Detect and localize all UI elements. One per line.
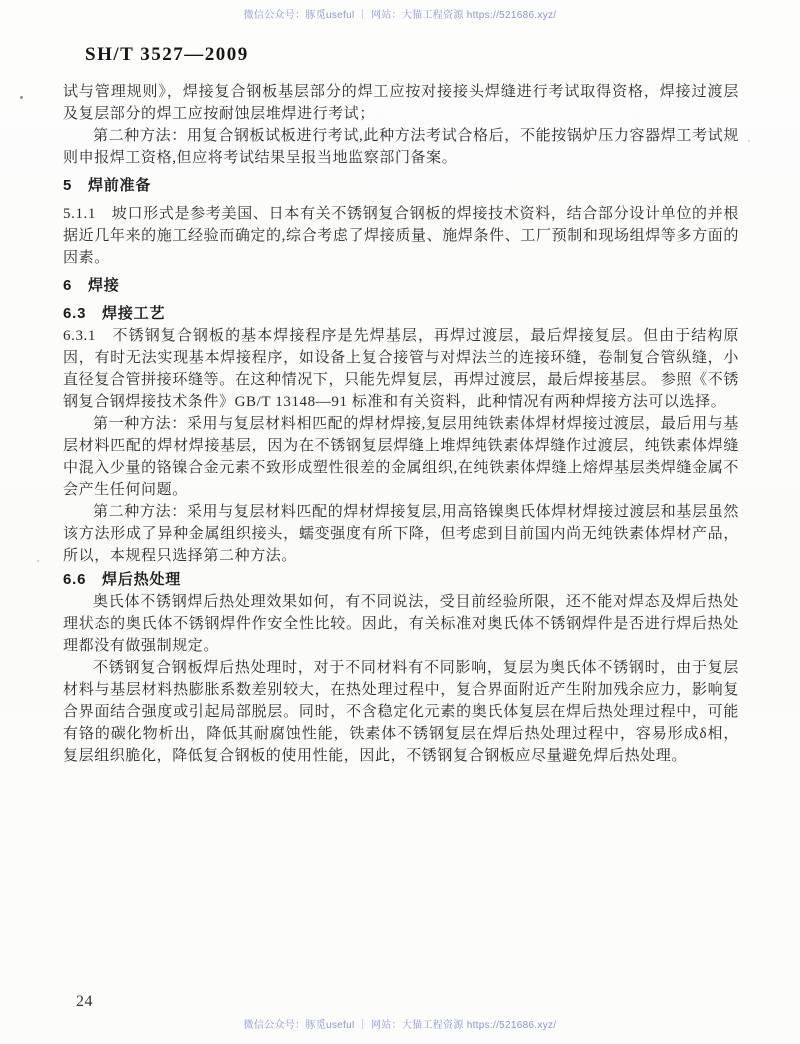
paragraph: 不锈钢复合钢板焊后热处理时，对于不同材料有不同影响，复层为奥氏体不锈钢时，由于复层材料与基层材料热膨胀系数差别较大，在热处理过程中，复合界面附近产生附加残余应力，影响复合界面结合强度或引起局部脱层。同时，不含稳定化元素的奥氏体复层在焊后热处理过程中，可能有铬的碳化物析出，降低其耐腐蚀性能，铁素体不锈钢复层在焊后热处理过程中，容易形成δ相，复层组织脆化，降低复合钢板的使用性能，因此，不锈钢复合钢板应尽量避免焊后热处理。 xyxy=(63,660,739,764)
section-heading: 6.3 焊接工艺 xyxy=(63,305,166,322)
paragraph: 奥氏体不锈钢焊后热处理效果如何，有不同说法，受目前经验所限，还不能对焊态及焊后热处理状态的奥氏体不锈钢焊件作安全性比较。因此，有关标准对奥氏体不锈钢焊件是否进行焊后热处理都没有做强制规定。 xyxy=(63,594,739,654)
standard-code-header: SH/T 3527—2009 xyxy=(85,44,249,65)
scan-speck xyxy=(20,96,23,99)
watermark-top: 微信公众号：豚觅useful ｜ 网站：大猫工程资源 https://521686.xyz/ xyxy=(243,10,557,21)
document-body xyxy=(63,81,739,767)
scan-speck xyxy=(748,140,750,142)
paragraph: 6.3.1 不锈钢复合钢板的基本焊接程序是先焊基层，再焊过渡层，最后焊接复层。但由于结构原因，有时无法实现基本焊接程序，如设备上复合接管与对焊法兰的连接环缝，卷制复合管纵缝，小直径复合管拼接环缝等。在这种情况下，只能先焊复层，再焊过渡层，最后焊接基层。 参照《不锈钢复合钢焊接技术条件》GB/T 13148—91 标准和有关资料，此种情况有两种焊接方法可以选择。 xyxy=(63,328,739,410)
watermark-bottom: 微信公众号：豚觅useful ｜ 网站：大猫工程资源 https://521686.xyz/ xyxy=(243,1020,557,1031)
section-heading: 5 焊前准备 xyxy=(63,177,152,194)
section-heading: 6.6 焊后热处理 xyxy=(63,571,182,588)
section-heading: 6 焊接 xyxy=(63,277,120,294)
paragraph: 试与管理规则》，焊接复合钢板基层部分的焊工应按对接接头焊缝进行考试取得资格，焊接过渡层及复层部分的焊工应按耐蚀层堆焊进行考试； xyxy=(63,84,739,122)
paragraph: 第一种方法：采用与复层材料相匹配的焊材焊接,复层用纯铁素体焊材焊接过渡层，最后用与基层材料匹配的焊材焊接基层，因为在不锈钢复层焊缝上堆焊纯铁素体焊缝作过渡层，纯铁素体焊缝中混入少量的铬镍合金元素不致形成塑性很差的金属组织,在纯铁素体焊缝上熔焊基层类焊缝金属不会产生任何问题。 xyxy=(63,416,739,498)
page-number: 24 xyxy=(76,993,93,1010)
paragraph: 5.1.1 坡口形式是参考美国、日本有关不锈钢复合钢板的焊接技术资料，结合部分设计单位的并根据近几年来的施工经验而确定的,综合考虑了焊接质量、施焊条件、工厂预制和现场组焊等多方面的因素。 xyxy=(63,206,739,266)
paragraph: 第二种方法：采用与复层材料匹配的焊材焊接复层,用高铬镍奥氏体焊材焊接过渡层和基层虽然该方法形成了异种金属组织接头，蠕变强度有所下降，但考虑到目前国内尚无纯铁素体焊材产品，所以，本规程只选择第二种方法。 xyxy=(63,504,739,564)
scan-speck xyxy=(37,560,39,562)
paragraph: 第二种方法：用复合钢板试板进行考试,此种方法考试合格后，不能按锅炉压力容器焊工考试规则申报焊工资格,但应将考试结果呈报当地监察部门备案。 xyxy=(63,128,739,166)
